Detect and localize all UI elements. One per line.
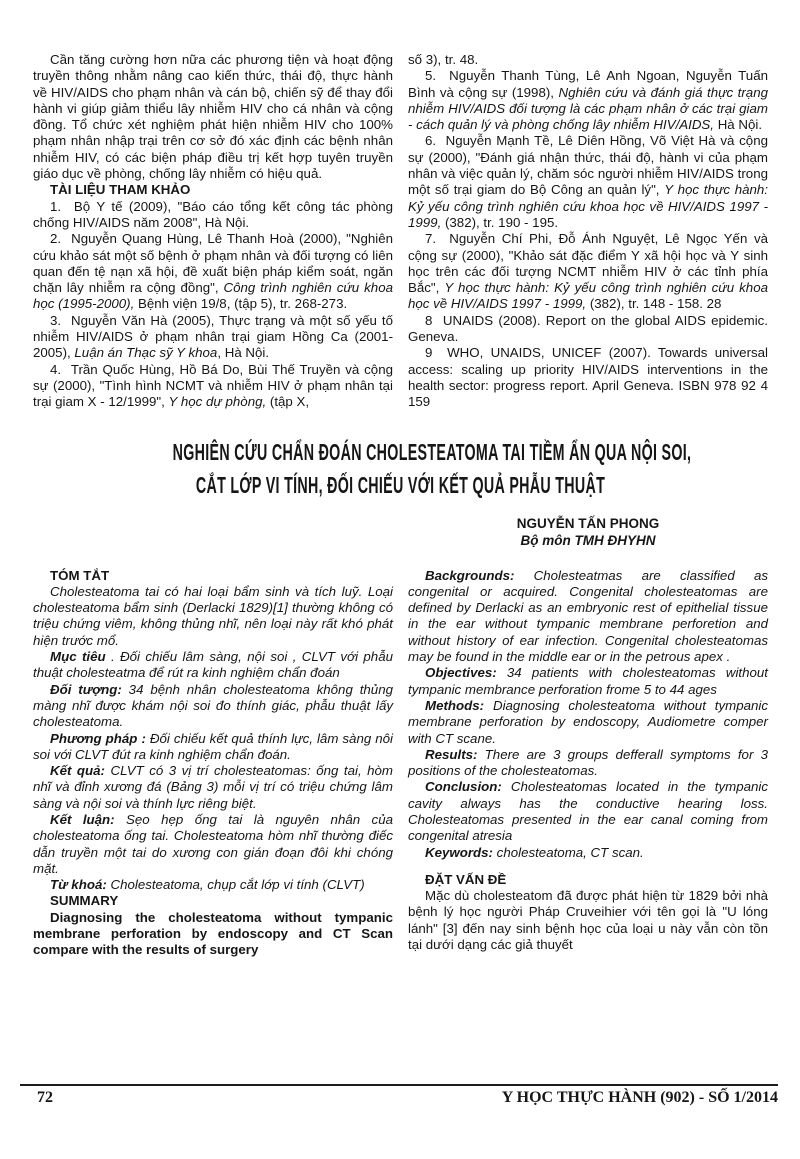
- reference-item-9: 9 WHO, UNAIDS, UNICEF (2007). Towards universal access: scaling up priority HIV/AIDS interventions in the health sector: progress report. April Geneva. ISBN 978 92 4 159: [408, 345, 768, 410]
- english-methods: Methods: Diagnosing cholesteatoma without tympanic membrane perforation by endoscopy, Audiometre comper with CT scane.: [408, 697, 768, 746]
- reference-item-4-continuation: số 3), tr. 48.: [408, 52, 479, 67]
- article2-title-line-2: CẮT LỚP VI TÍNH, ĐỐI CHIẾU VỚI KẾT QUẢ PHẪU THUẬT: [195, 471, 606, 498]
- article2-left-column: [33, 568, 393, 959]
- page-footer: [20, 1084, 778, 1107]
- abstract-heading: TÓM TẮT: [50, 567, 110, 583]
- reference-item-6: 6. Nguyễn Mạnh Tề, Lê Diên Hồng, Võ Việt Hà và cộng sự (2000), "Đánh giá nhận thức, thái độ, hành vi của phạm nhân và việc quản lý, chăm sóc người nhiễm HIV/AIDS trong một số trại giam do Bộ Công an quản lý", Y học thực hành: Kỷ yếu công trình nghiên cứu khoa học về HIV/AIDS 1997 - 1999, (382), tr. 190 - 195.: [408, 133, 768, 230]
- article2-title: [33, 436, 768, 502]
- references-heading: TÀI LIỆU THAM KHẢO: [50, 182, 191, 198]
- article2-title-line-1: NGHIÊN CỨU CHẨN ĐOÁN CHOLESTEATOMA TAI TIỀM ẨN QUA NỘI SOI,: [172, 438, 692, 465]
- reference-item-4: 4. Trần Quốc Hùng, Hồ Bá Do, Bùi Thế Truyền và cộng sự (2000), "Tình hình NCMT và nhiễm HIV ở phạm nhân tại trại giam X - 12/1999", Y học dự phòng, (tập X,: [33, 361, 393, 410]
- journal-title: Y HỌC THỰC HÀNH (902) - SỐ 1/2014: [501, 1089, 778, 1106]
- reference-item-5: 5. Nguyễn Thanh Tùng, Lê Anh Ngoan, Nguyễn Tuấn Bình và cộng sự (1998), Nghiên cứu và đánh giá thực trạng nhiễm HIV/AIDS đối tượng là các phạm nhân ở các trại giam - cách quản lý và phòng chống lây nhiễm HIV/AIDS, Hà Nội.: [408, 68, 768, 133]
- article1-references-section: [33, 52, 768, 411]
- abstract-paragraph-1: Cholesteatoma tai có hai loại bẩm sinh và tích luỹ. Loại cholesteatoma bẩm sinh (Derlacki 1829)[1] thường không có triệu chứng viêm, không thủng nhĩ, nên loại này rất khó phát hiện trước mổ.: [33, 583, 393, 648]
- summary-paragraph: Diagnosing the cholesteatoma without tympanic membrane perforation by endoscopy and CT Scan compare with the results of surgery: [33, 909, 393, 958]
- english-conclusion: Conclusion: Cholesteatomas located in the tympanic cavity always has the conductive hearing loss. Cholesteatomas presented in the ear canal coming from congenital atresia: [408, 779, 768, 844]
- author-affiliation: Bộ môn TMH ĐHYHN: [520, 533, 656, 549]
- page-number: 72: [37, 1089, 53, 1106]
- author-name: NGUYỄN TẤN PHONG: [516, 515, 660, 531]
- reference-item-3: 3. Nguyễn Văn Hà (2005), Thực trạng và một số yếu tố nhiễm HIV/AIDS ở phạm nhân trại giam Hồng Ca (2001-2005), Luận án Thạc sỹ Y khoa, Hà Nội.: [33, 312, 393, 361]
- summary-heading: SUMMARY: [50, 893, 119, 909]
- english-objectives: Objectives: 34 patients with cholesteatomas without tympanic membrance perforation frome 5 to 44 ages: [408, 665, 768, 697]
- english-results: Results: There are 3 groups defferall symptoms for 3 positions of the cholesteatomas.: [408, 746, 768, 779]
- abstract-paragraph-objective: Mục tiêu . Đối chiếu lâm sàng, nội soi , CLVT với phẫu thuật cholesteatma để rút ra kinh nghiệm chẩn đoán: [33, 649, 393, 681]
- english-keywords: Keywords: cholesteatoma, CT scan.: [425, 844, 644, 860]
- abstract-paragraph-methods: Phương pháp : Đối chiếu kết quả thính lực, lâm sàng nôi soi với CLVT đút ra kinh nghiệm chẩn đoán.: [33, 730, 394, 762]
- abstract-paragraph-conclusion: Kết luận: Sẹo hẹp ống tai là nguyên nhân của cholesteatoma ống tai. Cholesteatoma hòm nhĩ thường điếc dẫn truyền một tai do xương con gián đoạn đôi khi chóng mặt.: [33, 811, 393, 876]
- abstract-paragraph-subjects: Đối tượng: 34 bệnh nhân cholesteatoma không thủng màng nhĩ được khám nội soi đo thính giác, phẫu thuật lấy cholesteatoma.: [33, 681, 393, 730]
- article2-author-block: [408, 515, 768, 550]
- english-backgrounds: Backgrounds: Cholesteatmas are classified as congenital or acquired. Congenital cholesteatomas are defined by Derlacki as an embryonic rest of epithelial tissue in the ear without tympanic membrane perforetion and without history of ear infection. Congenital cholesteatomas may be found in the middle ear or in the petrous apex .: [408, 567, 768, 665]
- abstract-paragraph-keywords: Từ khoá: Cholesteatoma, chụp cắt lớp vi tính (CLVT): [50, 877, 365, 893]
- article1-right-column: [408, 52, 768, 411]
- article2-right-column: [408, 568, 768, 959]
- reference-item-7: 7. Nguyễn Chí Phi, Đỗ Ánh Nguyệt, Lê Ngọc Yến và cộng sự (2000), "Khảo sát đặc điểm Y xã hội học và Y sinh học trên các đối tượng NCMT nhiễm HIV ở các tỉnh phía Bắc", Y học thực hành: Kỷ yếu công trình nghiên cứu khoa học về HIV/AIDS 1997 - 1999, (382), tr. 148 - 158. 28: [408, 231, 768, 312]
- abstract-paragraph-results: Kết quả: CLVT có 3 vị trí cholesteatomas: ống tai, hòm nhĩ và đỉnh xương đá (Bảng 3) mỗi vị trí có triệu chứng lâm sàng và nội soi và thính lực riêng biệt.: [33, 763, 393, 811]
- reference-item-1: 1. Bộ Y tế (2009), "Báo cáo tổng kết công tác phòng chống HIV/AIDS năm 2008", Hà Nội.: [33, 198, 393, 230]
- introduction-heading: ĐẶT VẤN ĐỀ: [425, 871, 507, 887]
- reference-item-2: 2. Nguyễn Quang Hùng, Lê Thanh Hoà (2000), "Nghiên cứu khảo sát một số bệnh ở phạm nhân và đối tượng có liên quan đến tệ nạn xã hội, đề xuất biện pháp kiểm soát, ngăn chặn lây nhiễm ra cộng đồng", Công trình nghiên cứu khoa học (1995-2000), Bệnh viện 19/8, (tập 5), tr. 268-273.: [33, 231, 393, 312]
- article1-left-column: [33, 52, 393, 411]
- reference-item-8: 8 UNAIDS (2008). Report on the global AIDS epidemic. Geneva.: [408, 312, 768, 345]
- introduction-paragraph: Mặc dù cholesteatom đã được phát hiện từ 1829 bởi nhà bệnh lý học người Pháp Cruveihier với tên gọi là "U lóng lánh" [3] đến nay sinh bệnh học của loại u này vẫn còn tồn tại dưới dạng các giả thuyết: [408, 888, 768, 953]
- article1-closing-paragraph: Cần tăng cường hơn nữa các phương tiện và hoạt động truyền thông nhằm nâng cao kiến thức, thái độ, thực hành về HIV/AIDS cho phạm nhân và cán bộ, chiến sỹ để thay đổi hành vi giúp giảm thiểu lây nhiễm HIV cho cá nhân và cộng đồng. Tổ chức xét nghiệm phát hiện nhiễm HIV cho 100% phạm nhân nhập trại trên cơ sở đó xác định các bệnh nhân nhiễm HIV, có các biện pháp điều trị kết hợp tuyên truyền giáo dục về phòng, chống lây nhiễm có hiệu quả.: [33, 52, 393, 182]
- article2-body: [33, 568, 768, 959]
